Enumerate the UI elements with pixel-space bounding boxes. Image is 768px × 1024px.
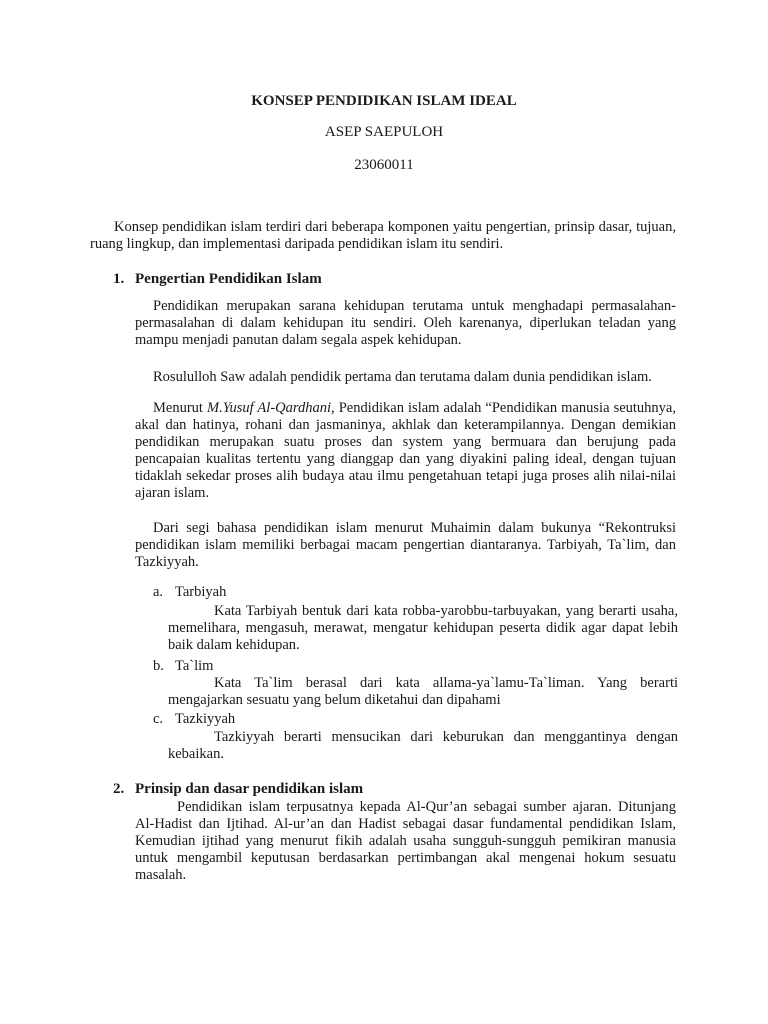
cited-author-name: M.Yusuf Al-Qardhani <box>207 400 332 416</box>
section-1-title: Pengertian Pendidikan Islam <box>135 271 322 287</box>
list-item-b-label <box>153 658 213 675</box>
list-item-c-letter: c. <box>153 711 164 727</box>
list-item-b-body: Kata Ta`lim berasal dari kata allama-ya`lamu-Ta`liman. Yang berarti mengajarkan sesuatu yang belum diketahui dan dipahami <box>168 675 678 708</box>
section-1-paragraph-1: Pendidikan merupakan sarana kehidupan terutama untuk menghadapi permasalahan-permasalahan di dalam kehidupan itu sendiri. Oleh karenanya, diperlukan teladan yang mampu menjadi panutan dalam segala aspek kehidupan. <box>135 298 676 348</box>
section-1-paragraph-2: Rosululloh Saw adalah pendidik pertama dan terutama dalam dunia pendidikan islam. <box>153 369 652 385</box>
list-item-a-label <box>153 584 226 601</box>
list-item-c-term: Tazkiyyah <box>175 711 236 727</box>
list-item-a-body: Kata Tarbiyah bentuk dari kata robba-yarobbu-tarbuyakan, yang berarti usaha, memelihara, mengasuh, merawat, mengatur kehidupan peserta didik agar dapat lebih baik dalam kehidupan. <box>168 603 678 653</box>
section-1-paragraph-4: Dari segi bahasa pendidikan islam menurut Muhaimin dalam bukunya “Rekontruksi pendidikan islam memiliki berbagai macam pengertian diantaranya. Tarbiyah, Ta`lim, dan Tazkiyyah. <box>135 520 676 570</box>
student-id: 23060011 <box>354 157 414 173</box>
section-2-paragraph-1: Pendidikan islam terpusatnya kepada Al-Qur’an sebagai sumber ajaran. Ditunjang Al-Hadist dan Ijtihad. Al-ur’an dan Hadist sebagai dasar fundamental pendidikan Islam, Kemudian ijtihad yang menurut fikih adalah usaha sungguh-sungguh pemikiran manusia untuk mengambil keputusan berdasarkan pertimbangan akal mengenai hokum sesuatu masalah. <box>135 799 676 883</box>
section-1-paragraph-3 <box>135 400 676 502</box>
intro-paragraph: Konsep pendidikan islam terdiri dari beberapa komponen yaitu pengertian, prinsip dasar, tujuan, ruang lingkup, dan implementasi daripada pendidikan islam itu sendiri. <box>90 219 676 252</box>
section-1-heading <box>113 271 322 288</box>
section-1-number: 1. <box>113 271 125 287</box>
list-item-a-letter: a. <box>153 584 164 600</box>
paragraph-3-prefix: Menurut <box>153 400 208 416</box>
list-item-c-body: Tazkiyyah berarti mensucikan dari keburukan dan menggantinya dengan kebaikan. <box>168 729 678 762</box>
section-2-title: Prinsip dan dasar pendidikan islam <box>135 781 364 797</box>
list-item-c-label <box>153 711 235 728</box>
list-item-a-term: Tarbiyah <box>175 584 227 600</box>
document-title: KONSEP PENDIDIKAN ISLAM IDEAL <box>251 93 517 109</box>
author-name: ASEP SAEPULOH <box>324 124 444 140</box>
list-item-b-letter: b. <box>153 658 164 674</box>
section-2-number: 2. <box>113 781 125 797</box>
list-item-b-term: Ta`lim <box>175 658 214 674</box>
paragraph-3-body: , Pendidikan islam adalah “Pendidikan manusia seutuhnya, akal dan hatinya, rohani dan jasmaninya, akhlak dan keterampilannya. Dengan demikian pendidikan merupakan suatu proses dan system yang bermuara dan berujung pada pencapaian kualitas tertentu yang dianggap dan yang diyakini paling ideal, dengan tujuan tidaklah sekedar proses alih budaya atau ilmu pengetahuan tetapi juga proses alih nilai-nilai ajaran islam. <box>135 400 676 501</box>
section-2-heading <box>113 781 363 798</box>
